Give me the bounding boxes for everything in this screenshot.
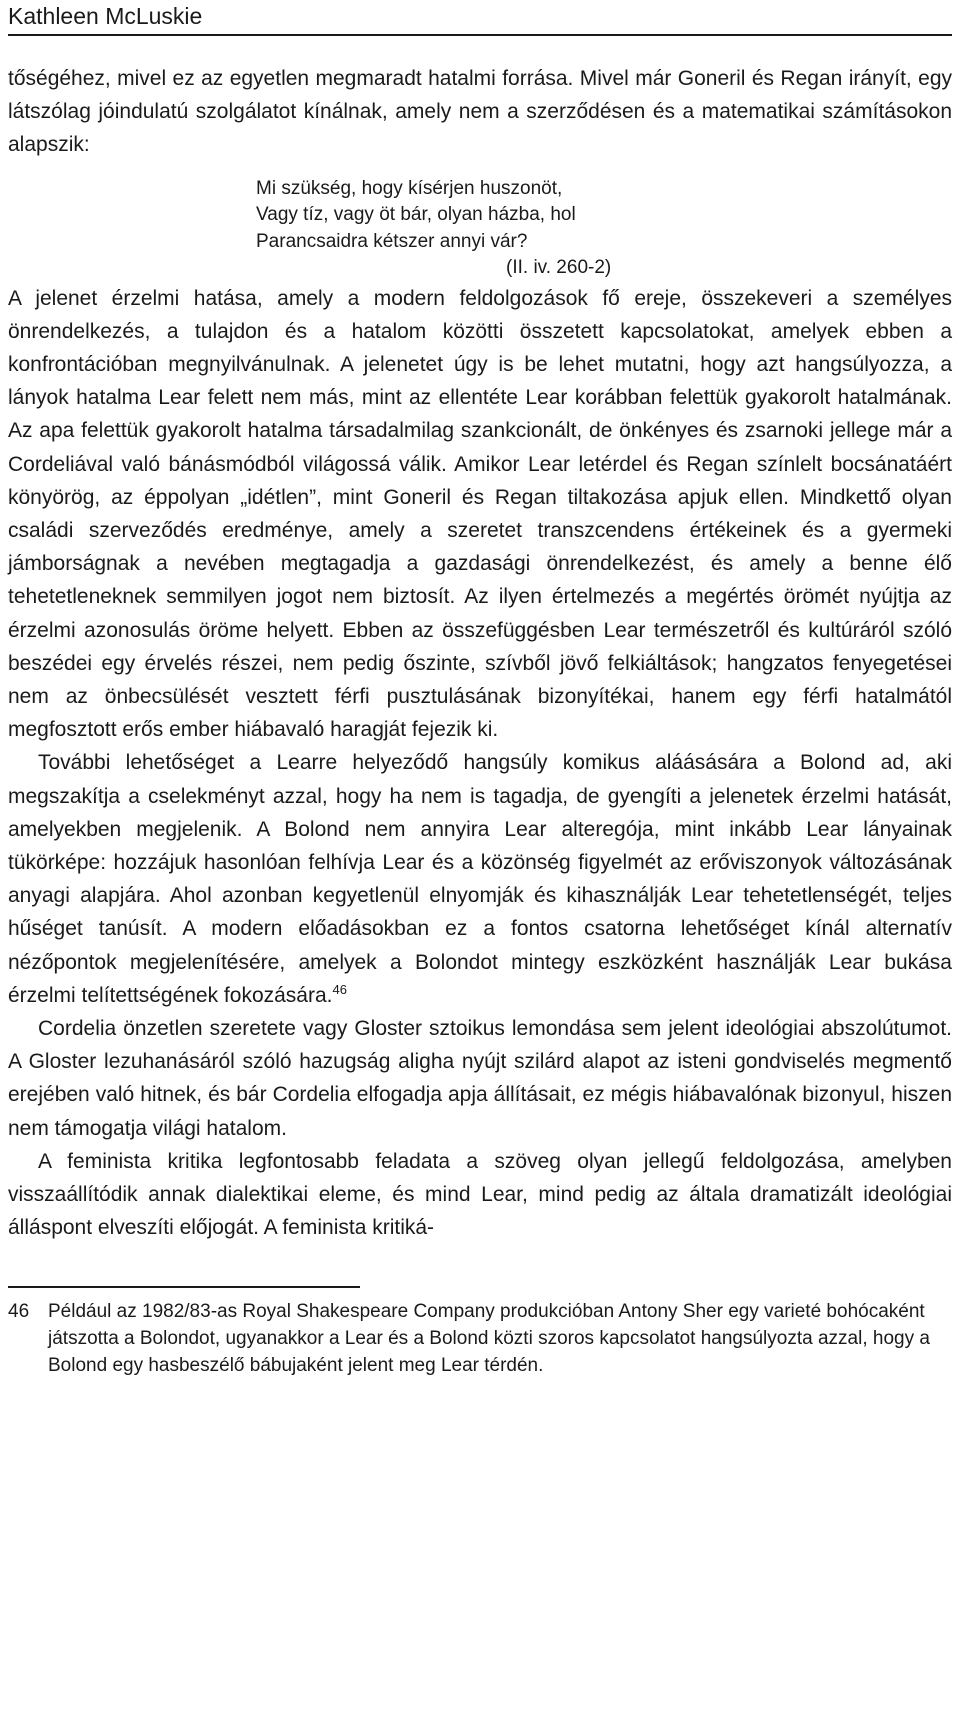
paragraph-scene: A jelenet érzelmi hatása, amely a modern feldolgozások fő ereje, összekeveri a személyes önrendelkezés, a tulajdon és a hatalom közötti összetett kapcsolatokat, amelyek ebben a konfrontációban megnyilvánulnak. A jelenetet úgy is be lehet mutatni, hogy azt hangsúlyozza, a lányok hatalma Lear felett nem más, mint az ellentéte Lear korábban felettük gyakorolt hatalmának. Az apa felettük gyakorolt hatalma társadalmilag szankcionált, de önkényes és zsarnoki jellege már a Cordeliával való bánásmódból világossá válik. Amikor Lear letérdel és Regan színlelt bocsánatáért könyörög, az éppolyan „idétlen”, mint Goneril és Regan tiltakozása apjuk ellen. Mindkettő olyan családi szerveződés eredménye, amely a szeretet transzcendens értékeinek és a gyermeki jámborságnak a nevében megtagadja a gazdasági önrendelkezést, és amely a benne élő tehetetleneknek semmilyen jogot nem biztosít. Az ilyen értelmezés a megértés örömét nyújtja az érzelmi azonosulás öröme helyett. Ebben az összefüggésben Lear természetről és kultúráról szóló beszédei egy érvelés részei, nem pedig őszinte, szívből jövő felkiáltások; hangzatos fenyegetései nem az önbecsülését vesztett férfi pusztulásának bizonyítékai, hanem egy férfi hatalmától megfosztott erős ember hiábavaló haragját fejezik ki.	[8, 286, 952, 742]
paragraph-feminist: A feminista kritika legfontosabb feladata a szöveg olyan jellegű feldolgozása, amelyben visszaállítódik annak dialektikai eleme, és mind Lear, mind pedig az általa dramatizált ideológiai álláspont elveszíti előjogát. A feminista kritiká-	[8, 1149, 952, 1240]
body-text	[8, 62, 952, 1245]
footnote-text: Például az 1982/83-as Royal Shakespeare Company produkcióban Antony Sher egy varieté bohócaként játszotta a Bolondot, ugyanakkor a Lear és a Bolond közti szoros kapcsolatot hangsúlyozta azzal, hogy a Bolond egy hasbeszélő bábujaként jelent meg Lear térdén.	[48, 1300, 930, 1376]
footnote-number: 46	[8, 1300, 30, 1322]
paragraph-fool-text: További lehetőséget a Learre helyeződő hangsúly komikus aláásására a Bolond ad, aki megszakítja a cselekményt azzal, hogy ha nem is tagadja, de gyengíti a jelenetek érzelmi hatását, amelyekben megjelenik. A Bolond nem annyira Lear alteregója, mint inkább Lear lányainak tükörképe: hozzájuk hasonlóan felhívja Lear és a közönség figyelmét az erőviszonyok változásának anyagi alapjára. Ahol azonban kegyetlenül elnyomják és kihasználják Lear tehetetlenségét, teljes hűséget tanúsít. A modern előadásokban ez a fontos csatorna lehetőséget kínál alternatív nézőpontok megjelenítésére, amelyek a Bolondot mintegy eszközként használják Lear bukása érzelmi telítettségének fokozására.	[8, 751, 952, 1007]
paragraph-fool	[8, 746, 952, 1012]
footnote-reference[interactable]: 46	[332, 981, 347, 997]
running-head	[8, 0, 952, 36]
footnote	[8, 1298, 952, 1380]
verse-line-3: Parancsaidra kétszer annyi vár?	[256, 230, 528, 252]
paragraph-cordelia: Cordelia önzetlen szeretete vagy Gloster sztoikus lemondása sem jelent ideológiai abszolútumot. A Gloster lezuhanásáról szóló hazugság aligha nyújt szilárd alapot az isteni gondviselés megmentő erejében való hitnek, és bár Cordelia elfogadja apja állításait, ez mégis hiábavalónak bizonyul, hiszen nem támogatja világi hatalom.	[8, 1017, 952, 1140]
verse-quotation	[256, 176, 952, 282]
footnote-divider	[8, 1286, 360, 1288]
verse-citation: (II. iv. 260-2)	[506, 257, 612, 279]
running-head-author: Kathleen McLuskie	[8, 3, 203, 29]
paragraph-intro: tőségéhez, mivel ez az egyetlen megmaradt hatalmi forrása. Mivel már Goneril és Regan irányít, egy látszólag jóindulatú szolgálatot kínálnak, amely nem a szerződésen és a matematikai számításokon alapszik:	[8, 67, 952, 157]
document-page	[8, 0, 952, 1379]
verse-line-2: Vagy tíz, vagy öt bár, olyan házba, hol	[256, 204, 576, 226]
verse-line-1: Mi szükség, hogy kísérjen huszonöt,	[256, 177, 563, 199]
